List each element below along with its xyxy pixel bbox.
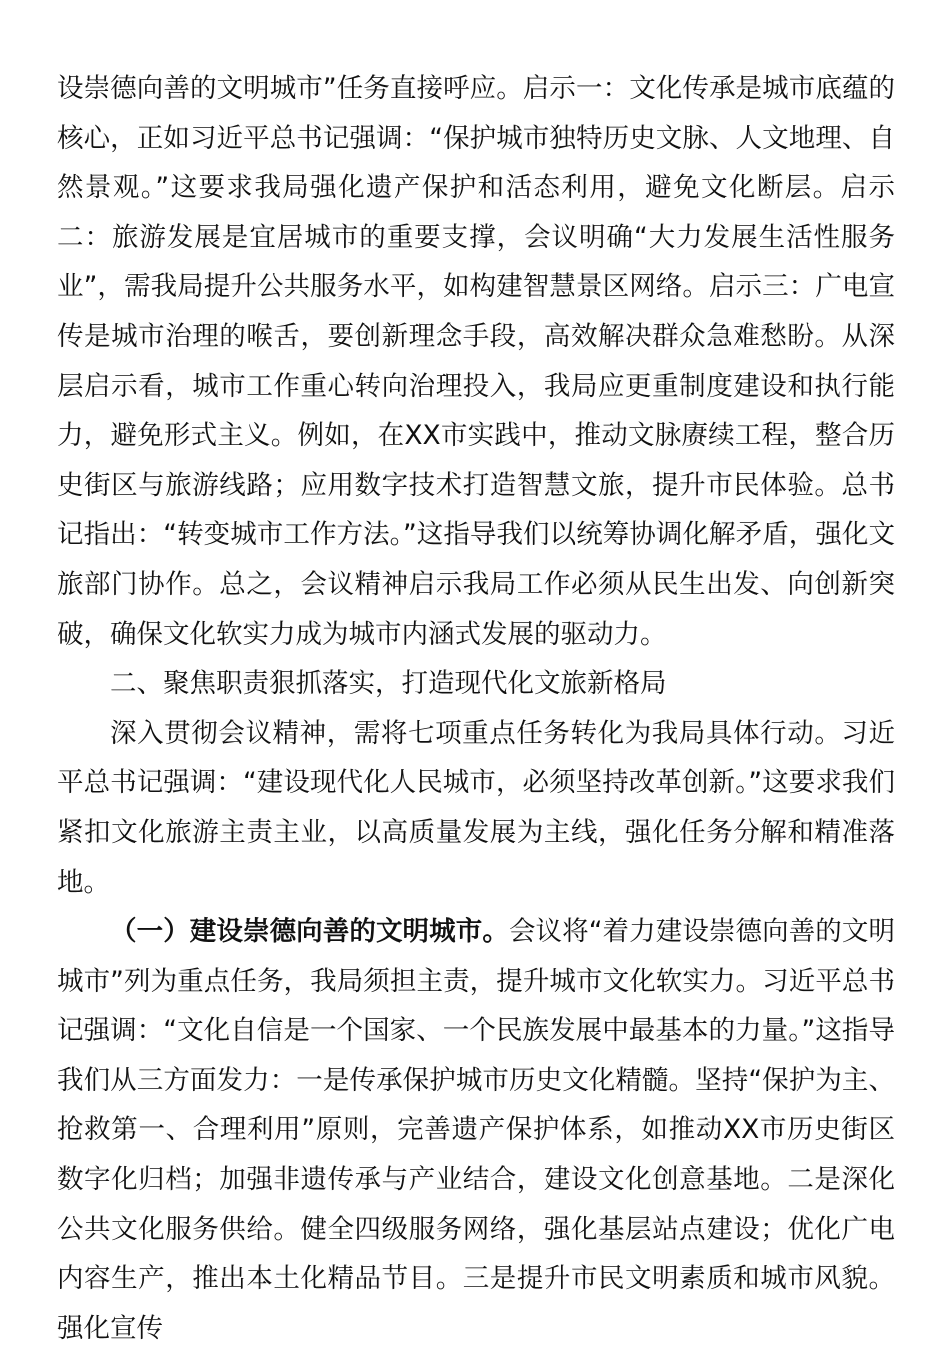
section-heading: 二、聚焦职责狠抓落实，打造现代化文旅新格局 [110,668,667,700]
subsection-title: （一）建设崇德向善的文明城市。 [110,916,509,948]
document-body [57,64,895,1353]
subsection-paragraph [57,907,895,1353]
continued-paragraph: 设崇德向善的文明城市”任务直接呼应。启示一：文化传承是城市底蕴的核心，正如习近平总书记强调：“保护城市独特历史文脉、人文地理、自然景观。”这要求我局强化遗产保护和活态利用，避免文化断层。启示二：旅游发展是宜居城市的重要支撑，会议明确“大力发展生活性服务业”，需我局提升公共服务水平，如构建智慧景区网络。启示三：广电宣传是城市治理的喉舌，要创新理念手段，高效解决群众急难愁盼。从深层启示看，城市工作重心转向治理投入，我局应更重制度建设和执行能力，避免形式主义。例如，在XX市实践中，推动文脉赓续工程，整合历史街区与旅游线路；应用数字技术打造智慧文旅，提升市民体验。总书记指出：“转变城市工作方法。”这指导我们以统筹协调化解矛盾，强化文旅部门协作。总之，会议精神启示我局工作必须从民生出发、向创新突破，确保文化软实力成为城市内涵式发展的驱动力。 [57,73,895,650]
section-intro-paragraph: 深入贯彻会议精神，需将七项重点任务转化为我局具体行动。习近平总书记强调：“建设现代化人民城市，必须坚持改革创新。”这要求我们紧扣文化旅游主责主业，以高质量发展为主线，强化任务分解和精准落地。 [57,717,895,898]
subsection-body: 会议将“着力建设崇德向善的文明城市”列为重点任务，我局须担主责，提升城市文化软实力。习近平总书记强调：“文化自信是一个国家、一个民族发展中最基本的力量。”这指导我们从三方面发力：一是传承保护城市历史文化精髓。坚持“保护为主、抢救第一、合理利用”原则，完善遗产保护体系，如推动XX市历史街区数字化归档；加强非遗传承与产业结合，建设文化创意基地。二是深化公共文化服务供给。健全四级服务网络，强化基层站点建设；优化广电内容生产，推出本土化精品节目。三是提升市民文明素质和城市风貌。强化宣传 [57,916,896,1344]
